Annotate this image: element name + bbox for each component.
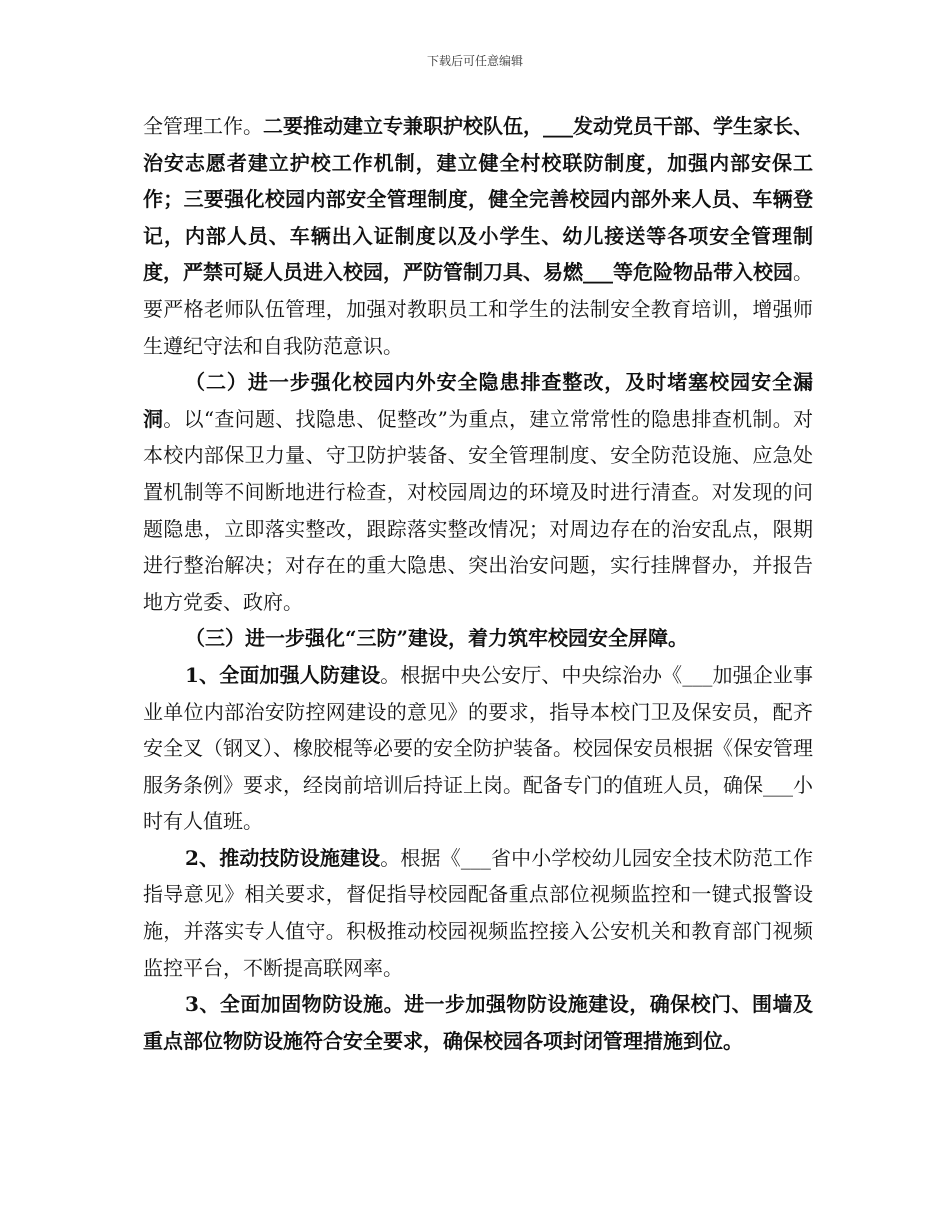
paragraph-1-run-3: 。要严格老师队伍管理，加强对教职员工和学生的法制安全教育培训，增强师生遵纪守法和自我防范意识。 — [143, 260, 813, 358]
paragraph-2-body: 。以“查问题、找隐患、促整改”为重点，建立常常性的隐患排查机制。对本校内部保卫力量、守卫防护装备、安全管理制度、安全防范设施、应急处置机制等不间断地进行检查，对校园周边的环境及时进行清查。对发现的问题隐患，立即落实整改，跟踪落实整改情况；对周边存在的治安乱点，限期进行整治解决；对存在的重大隐患、突出治安问题，实行挂牌督办，并报告地方党委、政府。 — [143, 406, 814, 614]
paragraph-1-run-1: 全管理工作。 — [143, 114, 263, 138]
document-body — [143, 108, 813, 1059]
paragraph-3-heading: （三）进一步强化“三防”建设，着力筑牢校园安全屏障。 — [185, 626, 689, 651]
paragraph-2 — [143, 364, 813, 620]
paragraph-5-body: 。根据《___省中小学校幼儿园安全技术防范工作指导意见》相关要求，督促指导校园配备重点部位视频监控和一键式报警设施，并落实专人值守。积极推动校园视频监控接入公安机关和教育部门视频监控平台，不断提高联网率。 — [143, 845, 813, 980]
paragraph-2-heading: （二）进一步强化校园内外安全隐患排查整改，及时堵塞校园安全漏洞 — [143, 370, 813, 431]
paragraph-6 — [143, 986, 813, 1059]
paragraph-5-heading: 2、推动技防设施建设 — [185, 845, 381, 870]
paragraph-4-body: 。根据中央公安厅、中央综治办《___加强企业事业单位内部治安防控网建设的意见》的要求，指导本校门卫及保安员，配齐安全叉（钢叉）、橡胶棍等必要的安全防护装备。校园保安员根据《保安管理服务条例》要求，经岗前培训后持证上岗。配备专门的值班人员，确保___小时有人值班。 — [143, 662, 813, 834]
paragraph-3 — [143, 620, 813, 657]
paragraph-5 — [143, 840, 813, 986]
paragraph-4 — [143, 657, 813, 840]
paragraph-1-run-2: 二要推动建立专兼职护校队伍，___发动党员干部、学生家长、治安志愿者建立护校工作机制，建立健全村校联防制度，加强内部安保工作；三要强化校园内部安全管理制度，健全完善校园内部外来人员、车辆登记，内部人员、车辆出入证制度以及小学生、幼儿接送等各项安全管理制度，严禁可疑人员进入校园，严防管制刀具、易燃___等危险物品带入校园 — [143, 114, 813, 285]
page-header: 下载后可任意编辑 — [426, 54, 523, 68]
paragraph-4-heading: 1、全面加强人防建设 — [185, 662, 381, 687]
paragraph-6-heading: 3、全面加固物防设施。进一步加强物防设施建设，确保校门、围墙及重点部位物防设施符合安全要求，确保校园各项封闭管理措施到位。 — [143, 992, 813, 1053]
paragraph-1 — [143, 108, 813, 364]
